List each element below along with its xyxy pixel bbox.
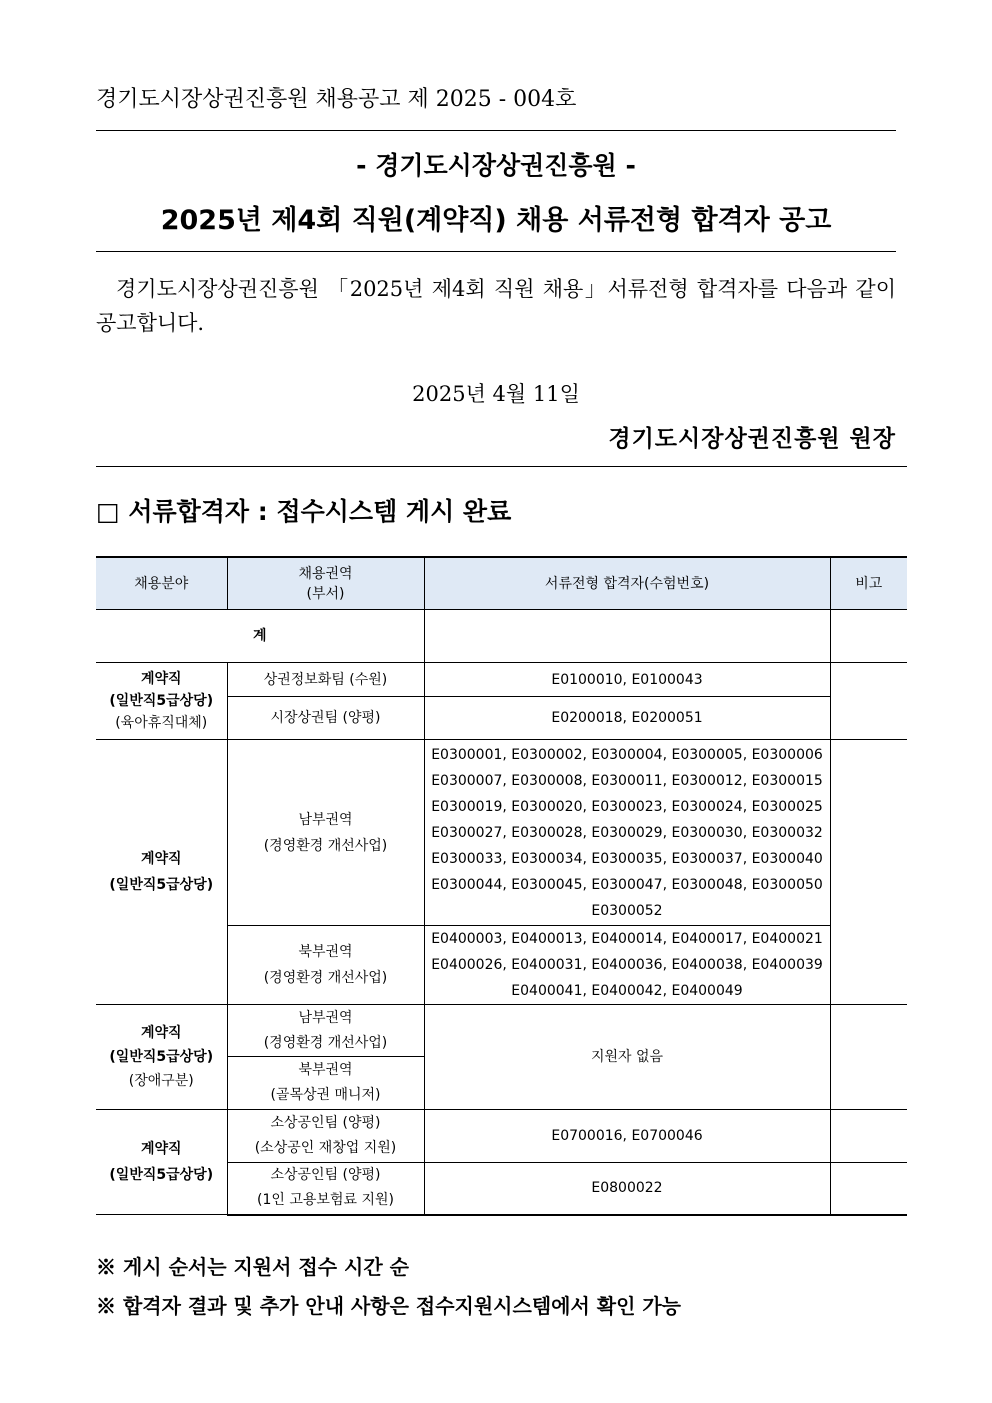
field-cell xyxy=(96,1110,227,1215)
note-info: ※ 합격자 결과 및 추가 안내 사항은 접수지원시스템에서 확인 가능 xyxy=(96,1294,681,1318)
remark-cell xyxy=(830,1005,907,1110)
dept-line: (골목상권 매니저) xyxy=(270,1087,381,1103)
total-value xyxy=(424,610,830,663)
divider xyxy=(96,251,896,252)
field-line: (일반직5급상당) xyxy=(109,1049,214,1065)
notice-date: 2025년 4월 11일 xyxy=(412,382,580,406)
header-field: 채용분야 xyxy=(96,557,227,610)
table-row xyxy=(96,1110,907,1163)
codes-cell: E0700016, E0700046 xyxy=(424,1110,830,1163)
dept-line: 남부권역 xyxy=(298,811,353,828)
dept-line: 소상공인팀 (양평) xyxy=(270,1115,381,1131)
codes-cell: E0800022 xyxy=(424,1163,830,1215)
field-line: 계약직 xyxy=(140,1141,182,1157)
codes-line: E0400041, E0400042, E0400049 xyxy=(511,983,743,999)
codes-cell: E0100010, E0100043 xyxy=(424,663,830,697)
table-row-total xyxy=(96,610,907,663)
header-region xyxy=(227,557,424,610)
remark-cell xyxy=(830,740,907,1005)
dept-line: (소상공인 재창업 지원) xyxy=(254,1140,397,1156)
codes-line: E0300044, E0300045, E0300047, E0300048, E0300050 xyxy=(431,876,823,893)
table-row xyxy=(96,1005,907,1057)
notice-number: 경기도시장상권진흥원 채용공고 제 2025 - 004호 xyxy=(96,87,577,112)
divider xyxy=(96,466,907,467)
field-line: (장애구분) xyxy=(128,1073,194,1089)
note-order: ※ 게시 순서는 지원서 접수 시간 순 xyxy=(96,1255,409,1279)
section-title: □ 서류합격자 : 접수시스템 게시 완료 xyxy=(96,497,512,526)
dept-line: (경영환경 개선사업) xyxy=(263,1034,388,1051)
dept-cell: 시장상권팀 (양평) xyxy=(227,697,424,740)
table-row xyxy=(96,740,907,926)
result-table xyxy=(96,556,907,1216)
header-region-line1: 채용권역 xyxy=(298,565,353,582)
codes-line: E0300019, E0300020, E0300023, E0300024, E0300025 xyxy=(431,798,823,815)
dept-line: (경영환경 개선사업) xyxy=(263,970,388,986)
codes-line: E0300052 xyxy=(591,902,663,919)
dept-cell xyxy=(227,740,424,926)
codes-line: E0400026, E0400031, E0400036, E0400038, E0400039 xyxy=(431,957,823,973)
dept-line: (경영환경 개선사업) xyxy=(263,837,388,854)
dept-cell xyxy=(227,1005,424,1057)
dept-cell: 상권정보화팀 (수원) xyxy=(227,663,424,697)
field-line: (일반직5급상당) xyxy=(109,693,214,709)
header-remark: 비고 xyxy=(830,557,907,610)
codes-cell xyxy=(424,740,830,926)
dept-cell xyxy=(227,1057,424,1110)
total-remark xyxy=(830,610,907,663)
dept-line: (1인 고용보험료 지원) xyxy=(257,1192,394,1209)
dept-line: 소상공인팀 (양평) xyxy=(270,1167,381,1184)
title-org: - 경기도시장상권진흥원 - xyxy=(356,151,636,180)
remark-cell xyxy=(830,1163,907,1215)
codes-line: E0300001, E0300002, E0300004, E0300005, E0300006 xyxy=(431,746,823,763)
field-line: (육아휴직대체) xyxy=(115,715,208,731)
remark-cell xyxy=(830,663,907,740)
dept-line: 북부권역 xyxy=(298,1062,353,1078)
codes-cell: E0200018, E0200051 xyxy=(424,697,830,740)
field-line: 계약직 xyxy=(140,1025,182,1041)
remark-cell xyxy=(830,1110,907,1163)
dept-cell xyxy=(227,1110,424,1163)
codes-cell: 지원자 없음 xyxy=(424,1005,830,1110)
field-line: 계약직 xyxy=(140,851,182,867)
codes-line: E0300033, E0300034, E0300035, E0300037, E0300040 xyxy=(431,850,823,867)
signature: 경기도시장상권진흥원 원장 xyxy=(608,425,896,452)
codes-line: E0300007, E0300008, E0300011, E0300012, E0300015 xyxy=(431,772,823,789)
field-line: 계약직 xyxy=(140,671,182,687)
divider xyxy=(96,130,896,131)
dept-cell xyxy=(227,1163,424,1215)
field-cell xyxy=(96,1005,227,1110)
field-cell xyxy=(96,663,227,740)
intro-paragraph: 경기도시장상권진흥원 「2025년 제4회 직원 채용」서류전형 합격자를 다음과 같이 공고합니다. xyxy=(96,277,896,335)
total-label: 계 xyxy=(96,610,424,663)
header-region-line2: (부서) xyxy=(306,585,345,602)
page-title: 2025년 제4회 직원(계약직) 채용 서류전형 합격자 공고 xyxy=(160,205,832,236)
field-cell xyxy=(96,740,227,1005)
dept-cell xyxy=(227,926,424,1005)
header-passers: 서류전형 합격자(수험번호) xyxy=(424,557,830,610)
dept-line: 북부권역 xyxy=(298,944,353,960)
dept-line: 남부권역 xyxy=(298,1009,353,1026)
codes-line: E0400003, E0400013, E0400014, E0400017, E0400021 xyxy=(431,931,823,947)
codes-line: E0300027, E0300028, E0300029, E0300030, E0300032 xyxy=(431,824,823,841)
field-line: (일반직5급상당) xyxy=(109,877,214,893)
table-header-row xyxy=(96,557,907,610)
codes-cell xyxy=(424,926,830,1005)
field-line: (일반직5급상당) xyxy=(109,1167,214,1183)
table-row xyxy=(96,663,907,697)
